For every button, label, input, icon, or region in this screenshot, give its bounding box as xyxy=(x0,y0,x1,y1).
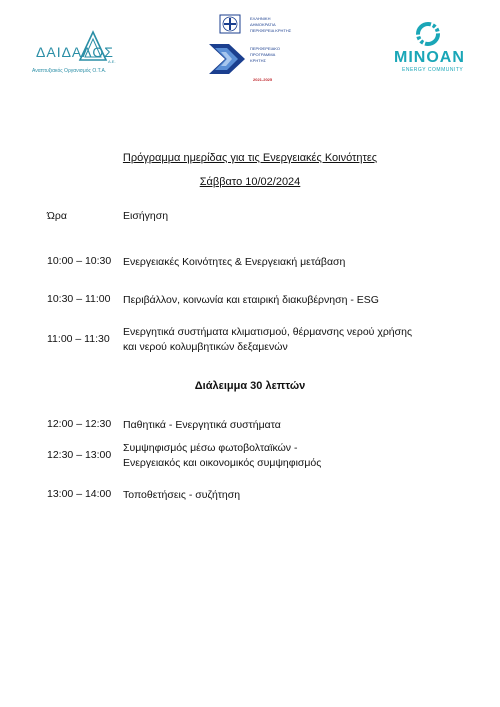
minoan-name: MINOAN xyxy=(394,49,465,66)
session-title: Ενεργητικά συστήματα κλιματισμού, θέρμανσης νερού χρήσης και νερού κολυμβητικών δεξαμενών xyxy=(123,326,413,353)
program-arrows-icon xyxy=(207,42,247,76)
program-years: 2021-2025 xyxy=(253,77,273,82)
daidalos-name: ΔΑΙΔΑΛΟΣ xyxy=(36,44,114,60)
minoan-emblem-icon xyxy=(414,20,442,48)
minoan-subtitle: ENERGY COMMUNITY xyxy=(402,67,464,73)
session-time: 12:00 – 12:30 xyxy=(47,418,112,430)
session-time: 11:00 – 11:30 xyxy=(47,333,110,345)
session-time: 10:00 – 10:30 xyxy=(47,255,112,267)
session-time: 12:30 – 13:00 xyxy=(47,449,112,461)
program-line-1: ΠΕΡΙΦΕΡΕΙΑΚΟ xyxy=(250,46,280,51)
session-time: 10:30 – 11:00 xyxy=(47,293,111,305)
program-line-3: ΚΡΗΤΗΣ xyxy=(250,58,267,63)
program-line-2: ΠΡΟΓΡΑΜΜΑ xyxy=(250,52,276,57)
session-title: Παθητικά - Ενεργητικά συστήματα xyxy=(123,419,281,431)
region-line-2: ΔΗΜΟΚΡΑΤΙΑ xyxy=(250,22,276,27)
session-title: Τοποθετήσεις - συζήτηση xyxy=(123,489,241,501)
region-line-3: ΠΕΡΙΦΕΡΕΙΑ ΚΡΗΤΗΣ xyxy=(250,28,292,33)
greek-emblem-icon xyxy=(219,14,241,34)
session-time: 13:00 – 14:00 xyxy=(47,488,112,500)
header-time: Ώρα xyxy=(47,210,67,222)
daidalos-logo xyxy=(30,30,140,80)
daidalos-suffix: Α.Ε. xyxy=(108,59,116,64)
region-crete-logo xyxy=(205,14,295,82)
break-label: Διάλειμμα 30 λεπτών xyxy=(194,380,306,392)
minoan-logo xyxy=(392,20,472,76)
session-title: Ενεργειακές Κοινότητες & Ενεργειακή μετάβαση xyxy=(123,256,346,268)
session-title: Περιβάλλον, κοινωνία και εταιρική διακυβέρνηση - ESG xyxy=(123,294,379,306)
event-date: Σάββατο 10/02/2024 xyxy=(199,176,301,188)
session-title: Συμψηφισμός μέσω φωτοβολταϊκών - Ενεργειακός και οικονομικός συμψηφισμός xyxy=(123,442,322,469)
header-talk: Εισήγηση xyxy=(123,210,169,222)
daidalos-tagline: Αναπτυξιακός Οργανισμός Ο.Τ.Α. xyxy=(32,68,107,74)
region-line-1: ΕΛΛΗΝΙΚΗ xyxy=(250,16,271,21)
page-title: Πρόγραμμα ημερίδας για τις Ενεργειακές Κοινότητες xyxy=(122,152,378,164)
